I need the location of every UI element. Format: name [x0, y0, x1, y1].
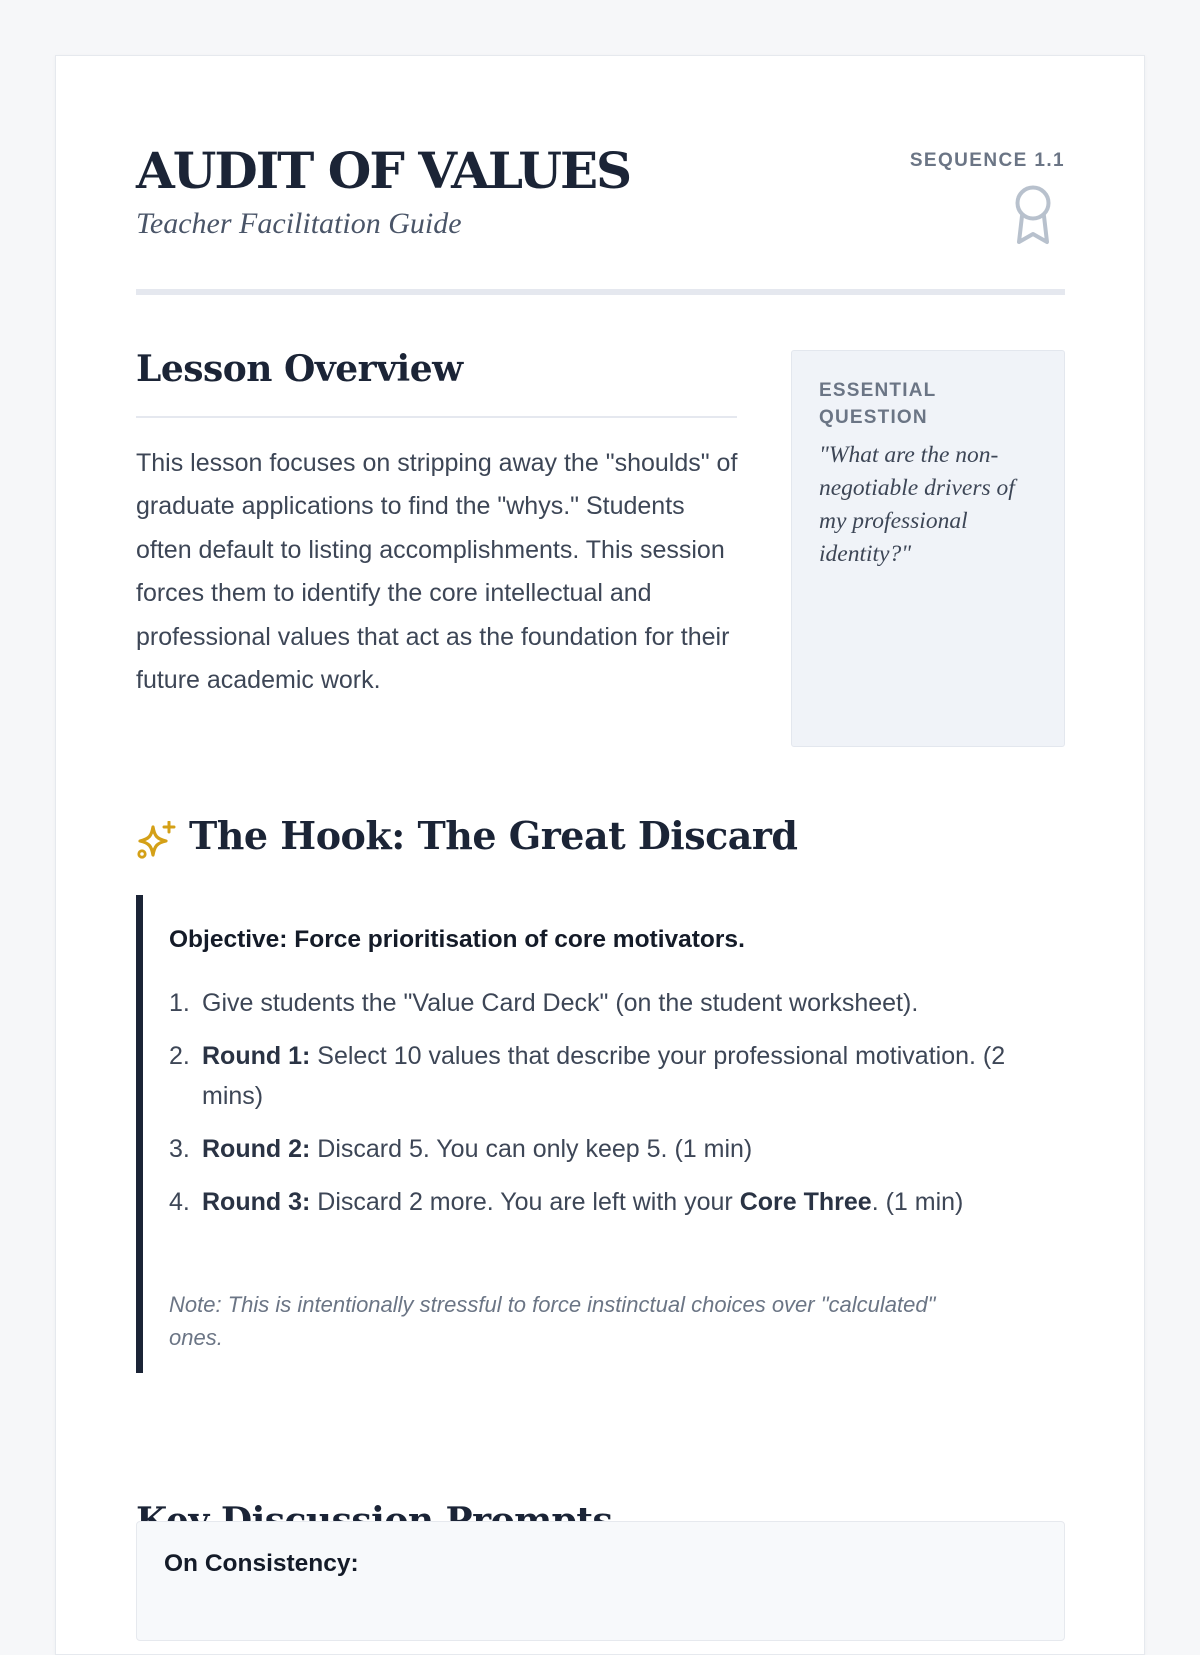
step-text: Discard 2 more. You are left with your [310, 1188, 740, 1216]
step-number: 2. [169, 1042, 190, 1070]
step-emphasis: Core Three [739, 1188, 872, 1216]
list-item [169, 1036, 1009, 1116]
step-text: Select 10 values that describe your professional motivation. (2 mins) [202, 1042, 1006, 1110]
discussion-card-label: On Consistency: [164, 1550, 359, 1577]
hook-note: Note: This is intentionally stressful to force instinctual choices over "calculated" ones. [169, 1292, 936, 1350]
step-tail: . (1 min) [871, 1188, 964, 1216]
overview-heading: Lesson Overview [136, 348, 463, 390]
document-subtitle: Teacher Facilitation Guide [136, 207, 462, 240]
step-lead: Round 1: [202, 1042, 311, 1070]
step-number: 1. [169, 989, 190, 1017]
step-text: Discard 5. You can only keep 5. (1 min) [310, 1135, 753, 1163]
step-number: 4. [169, 1188, 190, 1216]
discussion-card [136, 1521, 1065, 1641]
hook-steps [169, 983, 1009, 1235]
hook-heading: The Hook: The Great Discard [189, 813, 798, 858]
hook-objective: Objective: Force prioritisation of core motivators. [169, 926, 745, 953]
list-item [169, 1182, 1009, 1222]
award-icon [1012, 184, 1054, 246]
step-number: 3. [169, 1135, 190, 1163]
essential-question-label: ESSENTIAL QUESTION [819, 380, 937, 428]
list-item [169, 983, 1009, 1023]
overview-text: This lesson focuses on stripping away the "shoulds" of graduate applications to find the "whys." Students often default to listing accomplishments. This session forces them to identify the core intellectual and professional values that act as the foundation for their future academic work. [136, 449, 738, 695]
sequence-label: SEQUENCE 1.1 [909, 150, 1065, 171]
essential-question-panel [791, 350, 1065, 747]
document-page [55, 55, 1145, 1655]
step-text: Give students the "Value Card Deck" (on the student worksheet). [202, 989, 919, 1017]
overview-divider [136, 416, 737, 418]
list-item [169, 1129, 1009, 1169]
essential-question-text: "What are the non-negotiable drivers of my professional identity?" [819, 442, 1015, 567]
step-lead: Round 3: [202, 1188, 311, 1216]
sparkles-icon [136, 821, 176, 861]
document-title: AUDIT OF VALUES [136, 141, 631, 200]
hook-activity-block [136, 895, 1065, 1373]
step-lead: Round 2: [202, 1135, 311, 1163]
header-divider [136, 289, 1065, 295]
